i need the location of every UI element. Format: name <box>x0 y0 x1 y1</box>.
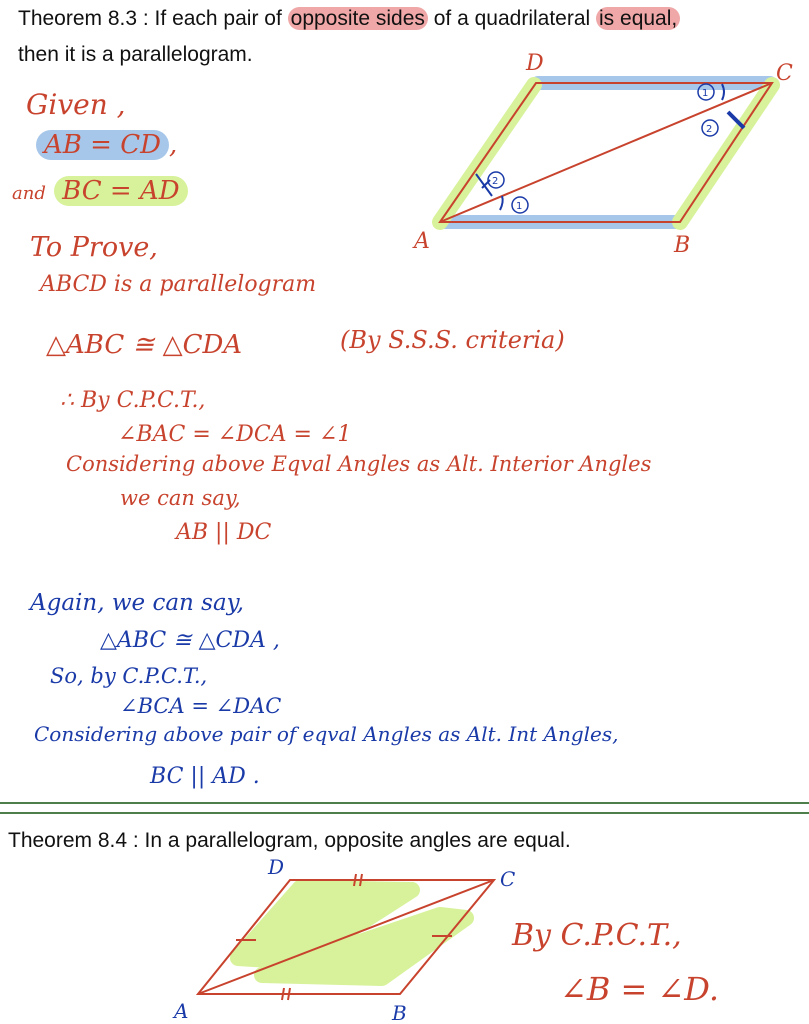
conclusion-ab-parallel-dc: AB || DC <box>176 520 272 545</box>
to-prove-label: To Prove, <box>30 232 158 263</box>
theorem-8-3-line2: then it is a parallelogram. <box>18 43 253 66</box>
highlight-ab-eq-cd: AB = CD <box>36 130 169 160</box>
vertex-b-label-2: B <box>392 1001 407 1024</box>
considering-2: Considering above pair of eqval Angles as Alt. Int Angles, <box>34 722 619 746</box>
vertex-d-label-2: D <box>268 855 285 879</box>
svg-text:2: 2 <box>492 176 499 187</box>
vertex-c-label-2: C <box>500 867 516 891</box>
given-comma: , <box>168 130 178 160</box>
vertex-d-label: D <box>526 51 544 76</box>
svg-text:2: 2 <box>706 124 713 135</box>
vertex-b-label: B <box>674 233 691 258</box>
highlight-bc-eq-ad: BC = AD <box>54 176 187 206</box>
cpct-3: By C.P.C.T., <box>512 918 682 953</box>
svg-text:1: 1 <box>516 201 523 212</box>
given-and: and <box>12 183 46 204</box>
congruence-1: △ABC ≅ △CDA <box>46 330 243 360</box>
cpct-2: So, by C.P.C.T., <box>50 664 208 688</box>
vertex-a-label-2: A <box>174 999 189 1023</box>
congruence-2: △ABC ≅ △CDA , <box>100 628 280 653</box>
again-label: Again, we can say, <box>30 590 244 616</box>
theorem-mid: of a quadrilateral <box>427 7 597 30</box>
to-prove-statement: ABCD is a parallelogram <box>40 272 317 297</box>
cpct-1: ∴ By C.P.C.T., <box>60 388 206 413</box>
highlight-opposite-sides: opposite sides <box>288 7 428 30</box>
theorem-8-4-heading: Theorem 8.4 : In a parallelogram, opposite angles are equal. <box>8 829 571 852</box>
vertex-a-label: A <box>414 229 430 254</box>
given-label: Given , <box>26 88 126 121</box>
we-can-say-1: we can say, <box>120 486 241 510</box>
conclusion-bc-parallel-ad: BC || AD . <box>150 764 260 789</box>
angles-1: ∠BAC = ∠DCA = ∠1 <box>118 422 352 447</box>
considering-1: Considering above Eqval Angles as Alt. Interior Angles <box>66 452 652 476</box>
sss-reason: (By S.S.S. criteria) <box>340 326 565 354</box>
angle-b-eq-angle-d: ∠B = ∠D. <box>560 970 719 1008</box>
theorem-prefix: Theorem 8.3 : If each pair of <box>18 7 288 30</box>
svg-text:1: 1 <box>702 88 709 99</box>
angles-2: ∠BCA = ∠DAC <box>120 694 282 718</box>
highlight-is-equal: is equal, <box>596 7 680 30</box>
vertex-c-label: C <box>776 61 793 86</box>
